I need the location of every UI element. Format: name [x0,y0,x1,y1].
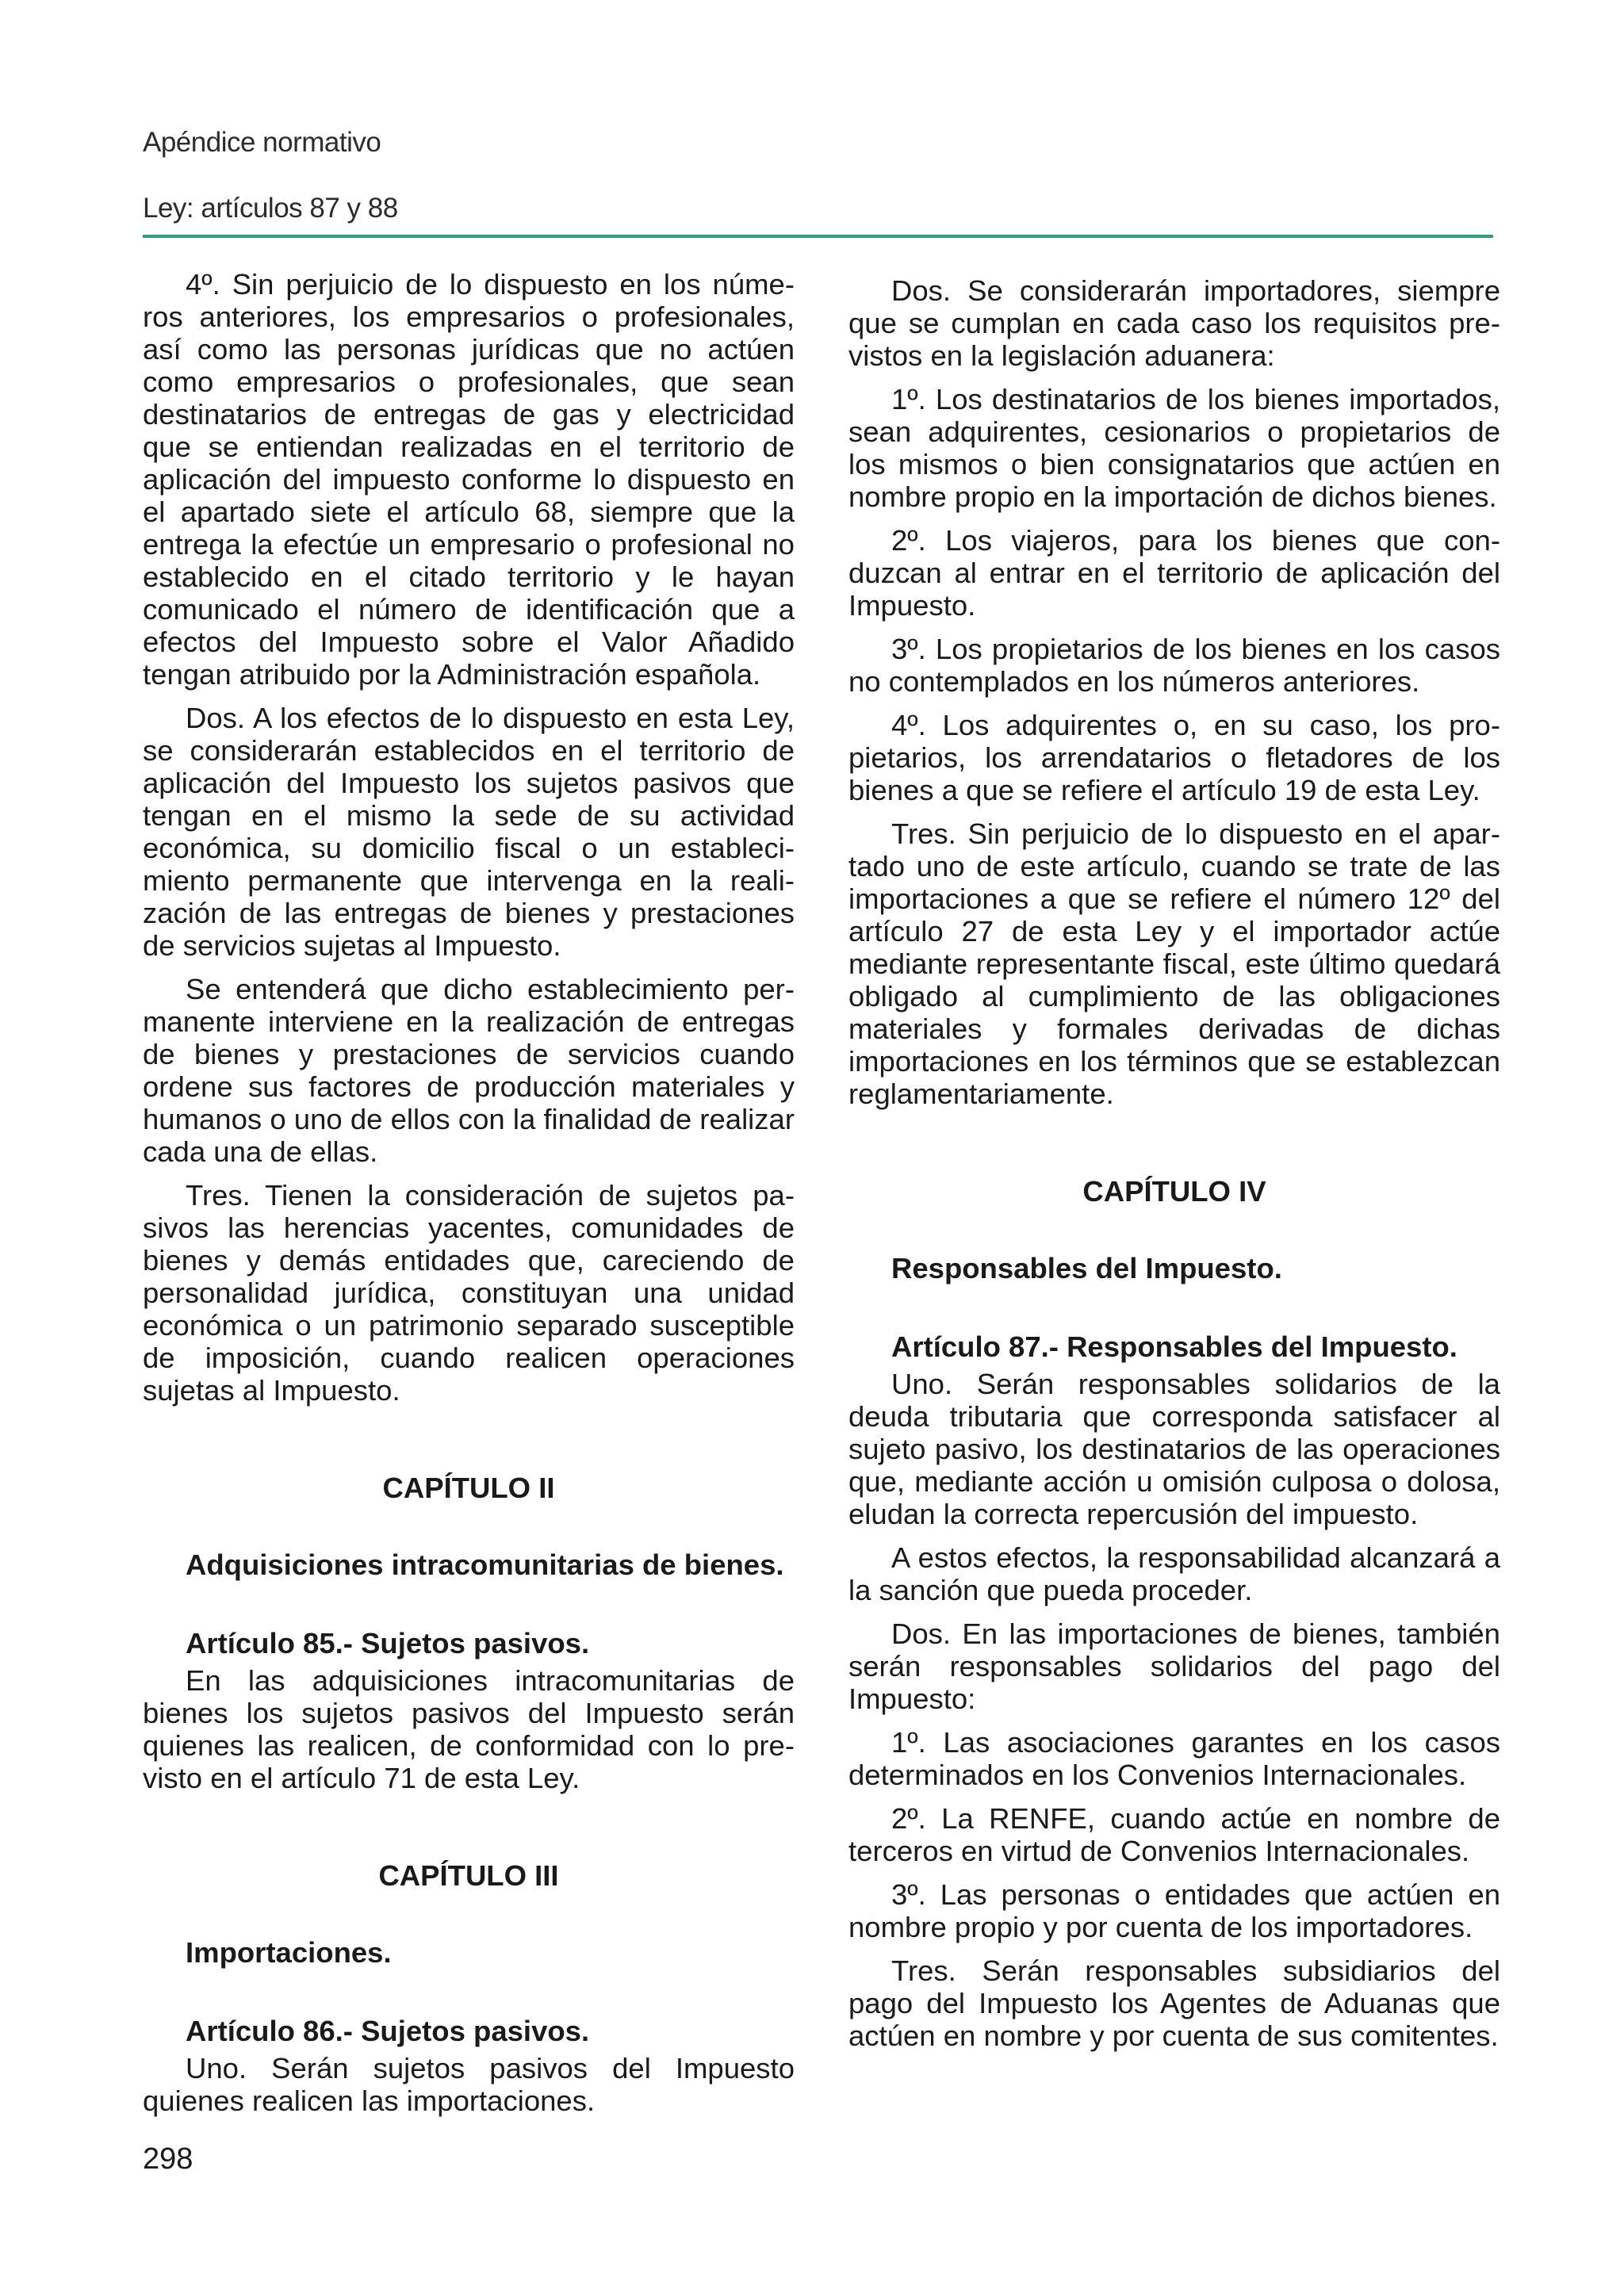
chapter-heading: CAPÍTULO II [382,1472,555,1504]
paragraph: 1º. Los destinatarios de los bienes importados, sean adquirentes, cesionarios o propietarios de los mismos o bien consignatarios que actúen en nombre propio en la importación de dichos bienes. [848,383,1500,513]
header-rule [143,235,1493,238]
paragraph: En las adquisiciones intracomunitarias de bienes los sujetos pasivos del Impuesto serán quienes las realicen, de conformidad con lo previsto en el artículo 71 de esta Ley. [143,1664,795,1794]
chapter-title: Responsables del Impuesto. [891,1252,1282,1284]
paragraph: Tres. Serán responsables subsidiarios del pago del Impuesto los Agentes de Aduanas que actúen en nombre y por cuenta de sus comitentes. [848,1954,1500,2052]
paragraph: Uno. Serán responsables solidarios de la deuda tributaria que corresponda satisfacer al sujeto pasivo, los destinatarios de las operaciones que, mediante acción u omisión culposa o dolosa, eludan la correcta repercusión del impuesto. [848,1368,1500,1530]
paragraph: 2º. La RENFE, cuando actúe en nombre de terceros en virtud de Convenios Internacionales. [848,1802,1500,1867]
chapter-title: Adquisiciones intracomunitarias de bienes. [186,1548,784,1581]
running-header-section: Apéndice normativo [143,127,381,158]
paragraph: Tres. Tienen la consideración de sujetos pasivos las herencias yacentes, comunidades de bienes y demás entidades que, careciendo de personalidad jurídica, constituyan una unidad económica o un patrimonio separado susceptible de imposición, cuando realicen operaciones sujetas al Impuesto. [143,1179,795,1407]
paragraph: A estos efectos, la responsabilidad alcanzará a la sanción que pueda proceder. [848,1541,1500,1606]
paragraph: 4º. Los adquirentes o, en su caso, los propietarios, los arrendatarios o fletadores de los bienes a que se refiere el artículo 19 de esta Ley. [848,709,1500,806]
paragraph: 2º. Los viajeros, para los bienes que conduzcan al entrar en el territorio de aplicación del Impuesto. [848,524,1500,622]
page-number: 298 [143,2142,193,2176]
paragraph: 3º. Las personas o entidades que actúen en nombre propio y por cuenta de los importadores. [848,1878,1500,1943]
article-heading: Artículo 87.- Responsables del Impuesto. [891,1330,1457,1363]
paragraph: Dos. En las importaciones de bienes, también serán responsables solidarios del pago del Impuesto: [848,1617,1500,1715]
chapter-heading: CAPÍTULO IV [1082,1175,1266,1208]
right-column [848,274,1500,2063]
chapter-title: Importaciones. [186,1936,392,1969]
article-heading: Artículo 85.- Sujetos pasivos. [186,1627,590,1659]
paragraph: Dos. Se considerarán importadores, siempre que se cumplan en cada caso los requisitos previstos en la legislación aduanera: [848,274,1500,372]
left-column [143,268,795,2128]
paragraph: Uno. Serán sujetos pasivos del Impuesto quienes realicen las importaciones. [143,2052,795,2117]
paragraph: 4º. Sin perjuicio de lo dispuesto en los números anteriores, los empresarios o profesionales, así como las personas jurídicas que no actúen como empresarios o profesionales, que sean destinatarios de entregas de gas y electricidad que se entiendan realizadas en el territorio de aplicación del impuesto conforme lo dispuesto en el apartado siete el artículo 68, siempre que la entrega la efectúe un empresario o profesional no establecido en el citado territorio y le hayan comunicado el número de identificación que a efectos del Impuesto sobre el Valor Añadido tengan atribuido por la Administración española. [143,268,795,691]
paragraph: 1º. Las asociaciones garantes en los casos determinados en los Convenios Internacionales. [848,1726,1500,1791]
paragraph: Dos. A los efectos de lo dispuesto en esta Ley, se considerarán establecidos en el territorio de aplicación del Impuesto los sujetos pasivos que tengan en el mismo la sede de su actividad económica, su domicilio fiscal o un establecimiento permanente que intervenga en la realización de las entregas de bienes y prestaciones de servicios sujetas al Impuesto. [143,702,795,962]
paragraph: Tres. Sin perjuicio de lo dispuesto en el apartado uno de este artículo, cuando se trate de las importaciones a que se refiere el número 12º del artículo 27 de esta Ley y el importador actúe mediante representante fiscal, este último quedará obligado al cumplimiento de las obligaciones materiales y formales derivadas de dichas importaciones en los términos que se establezcan reglamentariamente. [848,817,1500,1110]
paragraph: 3º. Los propietarios de los bienes en los casos no contemplados en los números anteriores. [848,633,1500,698]
article-heading: Artículo 86.- Sujetos pasivos. [186,2015,590,2047]
paragraph: Se entenderá que dicho establecimiento permanente interviene en la realización de entregas de bienes y prestaciones de servicios cuando ordene sus factores de producción materiales y humanos o uno de ellos con la finalidad de realizar cada una de ellas. [143,973,795,1168]
chapter-heading: CAPÍTULO III [378,1859,559,1892]
running-header-subsection: Ley: artículos 87 y 88 [143,193,398,224]
